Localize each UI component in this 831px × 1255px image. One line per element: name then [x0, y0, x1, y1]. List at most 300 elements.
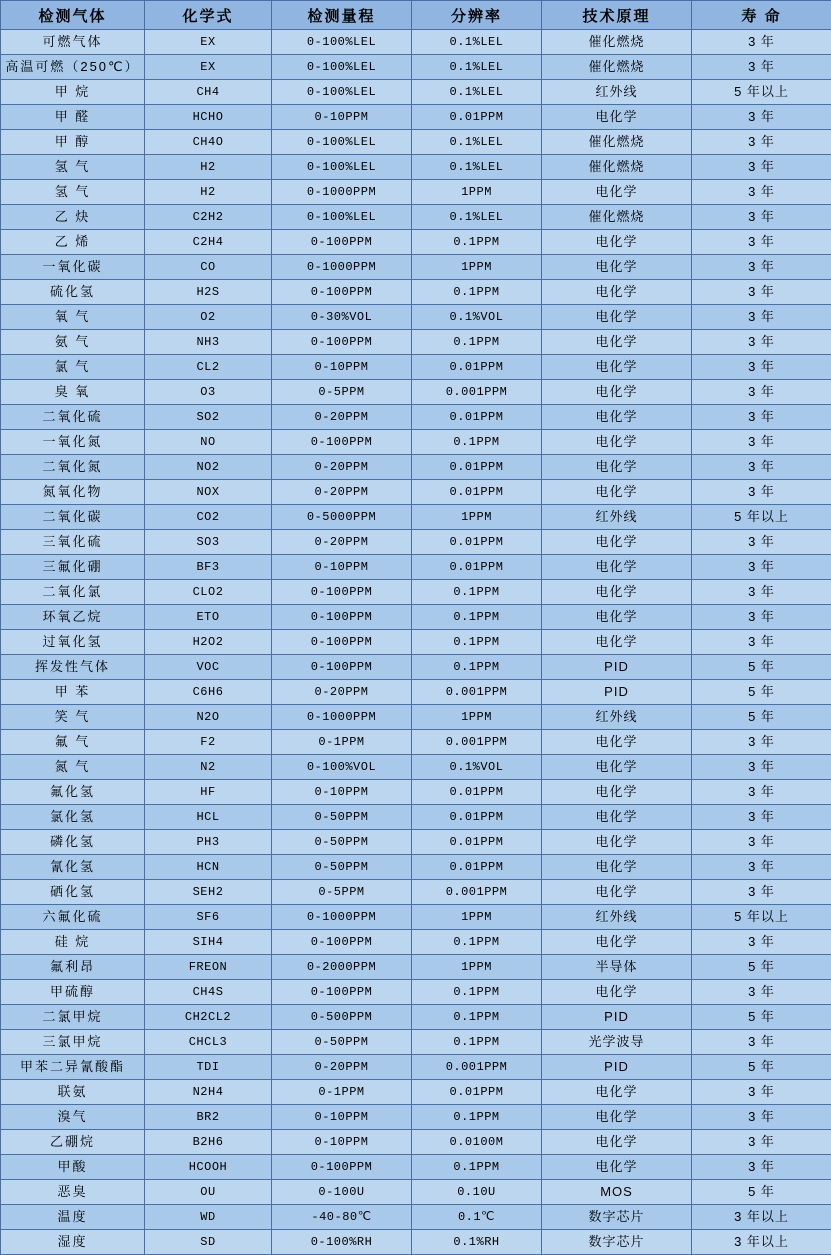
- cell-gas: 六氟化硫: [1, 905, 145, 930]
- cell-life: 3 年: [692, 305, 831, 330]
- cell-life: 3 年: [692, 405, 831, 430]
- cell-resolution: 0.10U: [412, 1180, 542, 1205]
- column-header-range: 检测量程: [272, 1, 412, 30]
- table-header: [1, 1, 831, 30]
- cell-life: 3 年: [692, 230, 831, 255]
- cell-range: 0-100%RH: [272, 1230, 412, 1255]
- cell-resolution: 0.001PPM: [412, 680, 542, 705]
- cell-gas: 笑 气: [1, 705, 145, 730]
- cell-principle: 电化学: [542, 230, 692, 255]
- cell-formula: HF: [145, 780, 272, 805]
- cell-resolution: 0.01PPM: [412, 455, 542, 480]
- table-row: [1, 180, 831, 205]
- cell-range: 0-1000PPM: [272, 705, 412, 730]
- cell-resolution: 0.1%LEL: [412, 130, 542, 155]
- cell-principle: 半导体: [542, 955, 692, 980]
- cell-range: 0-100PPM: [272, 605, 412, 630]
- cell-resolution: 0.001PPM: [412, 880, 542, 905]
- cell-formula: BF3: [145, 555, 272, 580]
- cell-resolution: 0.1%VOL: [412, 755, 542, 780]
- cell-gas: 恶臭: [1, 1180, 145, 1205]
- cell-life: 3 年: [692, 430, 831, 455]
- cell-principle: 数字芯片: [542, 1205, 692, 1230]
- cell-resolution: 0.1PPM: [412, 1155, 542, 1180]
- cell-life: 5 年: [692, 705, 831, 730]
- cell-gas: 可燃气体: [1, 30, 145, 55]
- cell-formula: VOC: [145, 655, 272, 680]
- cell-resolution: 0.1%LEL: [412, 30, 542, 55]
- cell-gas: 氟 气: [1, 730, 145, 755]
- table-row: [1, 530, 831, 555]
- cell-gas: 臭 氧: [1, 380, 145, 405]
- cell-principle: 电化学: [542, 1080, 692, 1105]
- cell-formula: SO2: [145, 405, 272, 430]
- table-row: [1, 730, 831, 755]
- cell-life: 3 年: [692, 380, 831, 405]
- table-row: [1, 555, 831, 580]
- cell-gas: 氧 气: [1, 305, 145, 330]
- cell-range: 0-20PPM: [272, 530, 412, 555]
- cell-principle: 红外线: [542, 705, 692, 730]
- cell-resolution: 0.001PPM: [412, 1055, 542, 1080]
- table-row: [1, 355, 831, 380]
- cell-life: 3 年: [692, 1155, 831, 1180]
- cell-range: 0-50PPM: [272, 830, 412, 855]
- table-row: [1, 455, 831, 480]
- table-row: [1, 55, 831, 80]
- table-row: [1, 655, 831, 680]
- table-row: [1, 1230, 831, 1255]
- cell-range: 0-100%LEL: [272, 155, 412, 180]
- cell-resolution: 0.1%RH: [412, 1230, 542, 1255]
- cell-principle: 电化学: [542, 280, 692, 305]
- cell-range: 0-100%LEL: [272, 205, 412, 230]
- cell-principle: 催化燃烧: [542, 30, 692, 55]
- cell-principle: 电化学: [542, 805, 692, 830]
- cell-gas: 氯化氢: [1, 805, 145, 830]
- table-row: [1, 155, 831, 180]
- cell-formula: HCL: [145, 805, 272, 830]
- cell-gas: 三氯甲烷: [1, 1030, 145, 1055]
- cell-gas: 过氧化氢: [1, 630, 145, 655]
- cell-range: -40-80℃: [272, 1205, 412, 1230]
- cell-range: 0-1000PPM: [272, 180, 412, 205]
- table-row: [1, 280, 831, 305]
- cell-gas: 高温可燃（250℃）: [1, 55, 145, 80]
- cell-formula: C2H4: [145, 230, 272, 255]
- cell-formula: O3: [145, 380, 272, 405]
- cell-range: 0-100PPM: [272, 980, 412, 1005]
- cell-gas: 乙 炔: [1, 205, 145, 230]
- table-row: [1, 880, 831, 905]
- cell-life: 3 年: [692, 555, 831, 580]
- cell-life: 3 年: [692, 1130, 831, 1155]
- cell-principle: 催化燃烧: [542, 155, 692, 180]
- table-row: [1, 780, 831, 805]
- cell-range: 0-100%LEL: [272, 80, 412, 105]
- cell-gas: 乙硼烷: [1, 1130, 145, 1155]
- cell-resolution: 0.1%LEL: [412, 155, 542, 180]
- cell-formula: EX: [145, 30, 272, 55]
- cell-principle: 电化学: [542, 405, 692, 430]
- table-row: [1, 1030, 831, 1055]
- cell-principle: 电化学: [542, 105, 692, 130]
- cell-gas: 氟利昂: [1, 955, 145, 980]
- cell-principle: 电化学: [542, 755, 692, 780]
- cell-gas: 三氟化硼: [1, 555, 145, 580]
- cell-formula: TDI: [145, 1055, 272, 1080]
- cell-gas: 二氧化硫: [1, 405, 145, 430]
- cell-gas: 氯 气: [1, 355, 145, 380]
- cell-formula: EX: [145, 55, 272, 80]
- cell-principle: 电化学: [542, 730, 692, 755]
- cell-life: 5 年: [692, 1055, 831, 1080]
- cell-principle: 电化学: [542, 630, 692, 655]
- table-row: [1, 1205, 831, 1230]
- cell-life: 3 年: [692, 980, 831, 1005]
- cell-formula: SEH2: [145, 880, 272, 905]
- cell-resolution: 0.1PPM: [412, 1005, 542, 1030]
- cell-formula: CHCL3: [145, 1030, 272, 1055]
- cell-principle: 电化学: [542, 480, 692, 505]
- cell-resolution: 0.01PPM: [412, 105, 542, 130]
- table-row: [1, 1105, 831, 1130]
- table-row: [1, 930, 831, 955]
- table-row: [1, 330, 831, 355]
- cell-resolution: 1PPM: [412, 255, 542, 280]
- cell-resolution: 0.01PPM: [412, 555, 542, 580]
- cell-gas: 氢 气: [1, 180, 145, 205]
- table-row: [1, 480, 831, 505]
- cell-principle: 电化学: [542, 530, 692, 555]
- cell-formula: NH3: [145, 330, 272, 355]
- cell-range: 0-20PPM: [272, 455, 412, 480]
- cell-life: 3 年: [692, 1080, 831, 1105]
- cell-gas: 硅 烷: [1, 930, 145, 955]
- cell-resolution: 0.1PPM: [412, 930, 542, 955]
- cell-formula: SO3: [145, 530, 272, 555]
- cell-life: 3 年: [692, 855, 831, 880]
- cell-resolution: 0.1PPM: [412, 980, 542, 1005]
- cell-life: 3 年以上: [692, 1230, 831, 1255]
- table-row: [1, 980, 831, 1005]
- cell-principle: 电化学: [542, 780, 692, 805]
- cell-gas: 乙 烯: [1, 230, 145, 255]
- cell-principle: 电化学: [542, 980, 692, 1005]
- cell-gas: 二氧化氮: [1, 455, 145, 480]
- cell-range: 0-100PPM: [272, 430, 412, 455]
- cell-life: 3 年: [692, 580, 831, 605]
- cell-principle: 电化学: [542, 930, 692, 955]
- table-row: [1, 430, 831, 455]
- cell-range: 0-100%LEL: [272, 55, 412, 80]
- cell-formula: PH3: [145, 830, 272, 855]
- table-row: [1, 305, 831, 330]
- cell-formula: SD: [145, 1230, 272, 1255]
- cell-life: 3 年: [692, 455, 831, 480]
- cell-gas: 氢 气: [1, 155, 145, 180]
- cell-resolution: 0.001PPM: [412, 730, 542, 755]
- cell-gas: 联氨: [1, 1080, 145, 1105]
- table-row: [1, 205, 831, 230]
- cell-range: 0-500PPM: [272, 1005, 412, 1030]
- cell-resolution: 0.1PPM: [412, 330, 542, 355]
- cell-resolution: 0.001PPM: [412, 380, 542, 405]
- cell-formula: CO2: [145, 505, 272, 530]
- cell-life: 3 年: [692, 880, 831, 905]
- table-row: [1, 505, 831, 530]
- cell-principle: MOS: [542, 1180, 692, 1205]
- cell-life: 3 年: [692, 205, 831, 230]
- cell-life: 5 年: [692, 655, 831, 680]
- cell-principle: 红外线: [542, 80, 692, 105]
- cell-resolution: 0.1PPM: [412, 580, 542, 605]
- cell-gas: 硫化氢: [1, 280, 145, 305]
- table-row: [1, 380, 831, 405]
- cell-life: 3 年: [692, 330, 831, 355]
- cell-resolution: 0.1%VOL: [412, 305, 542, 330]
- cell-life: 5 年: [692, 955, 831, 980]
- cell-formula: SIH4: [145, 930, 272, 955]
- cell-formula: H2: [145, 155, 272, 180]
- table-row: [1, 30, 831, 55]
- cell-formula: O2: [145, 305, 272, 330]
- cell-resolution: 0.01PPM: [412, 355, 542, 380]
- cell-range: 0-10PPM: [272, 355, 412, 380]
- cell-principle: 电化学: [542, 180, 692, 205]
- cell-range: 0-100PPM: [272, 655, 412, 680]
- cell-range: 0-100PPM: [272, 930, 412, 955]
- table-row: [1, 630, 831, 655]
- table-row: [1, 705, 831, 730]
- cell-resolution: 1PPM: [412, 505, 542, 530]
- cell-range: 0-50PPM: [272, 1030, 412, 1055]
- cell-formula: B2H6: [145, 1130, 272, 1155]
- cell-resolution: 0.1%LEL: [412, 205, 542, 230]
- cell-life: 3 年: [692, 280, 831, 305]
- cell-gas: 氨 气: [1, 330, 145, 355]
- cell-range: 0-50PPM: [272, 855, 412, 880]
- cell-principle: 电化学: [542, 330, 692, 355]
- table-row: [1, 955, 831, 980]
- cell-gas: 氮 气: [1, 755, 145, 780]
- cell-resolution: 0.01PPM: [412, 1080, 542, 1105]
- cell-principle: 电化学: [542, 255, 692, 280]
- cell-formula: HCN: [145, 855, 272, 880]
- cell-principle: 电化学: [542, 880, 692, 905]
- cell-range: 0-100PPM: [272, 280, 412, 305]
- cell-formula: H2O2: [145, 630, 272, 655]
- cell-life: 3 年: [692, 730, 831, 755]
- cell-gas: 甲 醛: [1, 105, 145, 130]
- table-row: [1, 1080, 831, 1105]
- cell-gas: 甲酸: [1, 1155, 145, 1180]
- cell-formula: H2S: [145, 280, 272, 305]
- cell-life: 3 年: [692, 355, 831, 380]
- cell-range: 0-100PPM: [272, 630, 412, 655]
- cell-gas: 湿度: [1, 1230, 145, 1255]
- cell-formula: N2H4: [145, 1080, 272, 1105]
- table-row: [1, 255, 831, 280]
- cell-formula: OU: [145, 1180, 272, 1205]
- cell-principle: 电化学: [542, 580, 692, 605]
- cell-resolution: 0.1PPM: [412, 630, 542, 655]
- cell-resolution: 0.0100M: [412, 1130, 542, 1155]
- cell-resolution: 0.01PPM: [412, 530, 542, 555]
- cell-life: 5 年以上: [692, 80, 831, 105]
- cell-principle: PID: [542, 1005, 692, 1030]
- cell-formula: CH4S: [145, 980, 272, 1005]
- cell-resolution: 0.01PPM: [412, 405, 542, 430]
- cell-life: 3 年: [692, 830, 831, 855]
- cell-life: 3 年: [692, 1105, 831, 1130]
- cell-range: 0-100PPM: [272, 1155, 412, 1180]
- cell-resolution: 0.1℃: [412, 1205, 542, 1230]
- cell-life: 3 年: [692, 255, 831, 280]
- cell-range: 0-5PPM: [272, 380, 412, 405]
- cell-resolution: 0.1PPM: [412, 1030, 542, 1055]
- table-row: [1, 755, 831, 780]
- cell-gas: 温度: [1, 1205, 145, 1230]
- cell-range: 0-1000PPM: [272, 905, 412, 930]
- cell-gas: 三氧化硫: [1, 530, 145, 555]
- cell-formula: H2: [145, 180, 272, 205]
- cell-formula: NOX: [145, 480, 272, 505]
- cell-range: 0-10PPM: [272, 105, 412, 130]
- cell-life: 5 年: [692, 1005, 831, 1030]
- cell-gas: 氰化氢: [1, 855, 145, 880]
- cell-formula: C2H2: [145, 205, 272, 230]
- cell-formula: SF6: [145, 905, 272, 930]
- cell-formula: F2: [145, 730, 272, 755]
- cell-gas: 甲 醇: [1, 130, 145, 155]
- cell-range: 0-100%VOL: [272, 755, 412, 780]
- cell-resolution: 0.1PPM: [412, 280, 542, 305]
- cell-gas: 二氧化碳: [1, 505, 145, 530]
- cell-life: 5 年: [692, 680, 831, 705]
- cell-formula: HCHO: [145, 105, 272, 130]
- table-header-row: [1, 1, 831, 30]
- cell-gas: 环氧乙烷: [1, 605, 145, 630]
- cell-principle: 电化学: [542, 355, 692, 380]
- cell-gas: 甲 苯: [1, 680, 145, 705]
- cell-life: 3 年: [692, 605, 831, 630]
- cell-range: 0-10PPM: [272, 1105, 412, 1130]
- cell-gas: 甲苯二异氰酸酯: [1, 1055, 145, 1080]
- cell-gas: 二氯甲烷: [1, 1005, 145, 1030]
- cell-principle: 电化学: [542, 605, 692, 630]
- cell-resolution: 0.1PPM: [412, 605, 542, 630]
- cell-life: 3 年以上: [692, 1205, 831, 1230]
- cell-resolution: 1PPM: [412, 705, 542, 730]
- cell-range: 0-100%LEL: [272, 130, 412, 155]
- cell-range: 0-20PPM: [272, 480, 412, 505]
- cell-life: 3 年: [692, 780, 831, 805]
- table-row: [1, 805, 831, 830]
- table-row: [1, 405, 831, 430]
- cell-life: 3 年: [692, 805, 831, 830]
- cell-life: 3 年: [692, 155, 831, 180]
- table-row: [1, 1005, 831, 1030]
- cell-gas: 甲硫醇: [1, 980, 145, 1005]
- cell-resolution: 0.1%LEL: [412, 80, 542, 105]
- cell-gas: 硒化氢: [1, 880, 145, 905]
- cell-range: 0-20PPM: [272, 405, 412, 430]
- cell-range: 0-100%LEL: [272, 30, 412, 55]
- cell-resolution: 0.01PPM: [412, 855, 542, 880]
- cell-formula: N2O: [145, 705, 272, 730]
- cell-principle: 电化学: [542, 830, 692, 855]
- cell-range: 0-100PPM: [272, 330, 412, 355]
- cell-life: 3 年: [692, 30, 831, 55]
- cell-range: 0-100PPM: [272, 580, 412, 605]
- cell-range: 0-1PPM: [272, 1080, 412, 1105]
- cell-range: 0-50PPM: [272, 805, 412, 830]
- cell-range: 0-10PPM: [272, 780, 412, 805]
- cell-resolution: 0.01PPM: [412, 805, 542, 830]
- cell-formula: CH2CL2: [145, 1005, 272, 1030]
- cell-resolution: 0.01PPM: [412, 830, 542, 855]
- cell-range: 0-1PPM: [272, 730, 412, 755]
- cell-resolution: 1PPM: [412, 955, 542, 980]
- column-header-gas: 检测气体: [1, 1, 145, 30]
- cell-principle: 电化学: [542, 1130, 692, 1155]
- table-row: [1, 105, 831, 130]
- cell-formula: NO2: [145, 455, 272, 480]
- cell-range: 0-100PPM: [272, 230, 412, 255]
- cell-principle: PID: [542, 1055, 692, 1080]
- table-row: [1, 905, 831, 930]
- cell-formula: CO: [145, 255, 272, 280]
- table-row: [1, 680, 831, 705]
- column-header-resolution: 分辨率: [412, 1, 542, 30]
- cell-gas: 溴气: [1, 1105, 145, 1130]
- table-row: [1, 1055, 831, 1080]
- cell-life: 5 年以上: [692, 905, 831, 930]
- cell-range: 0-5000PPM: [272, 505, 412, 530]
- cell-range: 0-10PPM: [272, 1130, 412, 1155]
- cell-principle: 电化学: [542, 1105, 692, 1130]
- cell-life: 3 年: [692, 1030, 831, 1055]
- cell-resolution: 1PPM: [412, 905, 542, 930]
- cell-range: 0-100U: [272, 1180, 412, 1205]
- cell-resolution: 0.1PPM: [412, 430, 542, 455]
- cell-gas: 磷化氢: [1, 830, 145, 855]
- cell-range: 0-10PPM: [272, 555, 412, 580]
- cell-gas: 二氧化氯: [1, 580, 145, 605]
- cell-range: 0-30%VOL: [272, 305, 412, 330]
- table-row: [1, 855, 831, 880]
- column-header-principle: 技术原理: [542, 1, 692, 30]
- table-row: [1, 230, 831, 255]
- cell-formula: N2: [145, 755, 272, 780]
- column-header-formula: 化学式: [145, 1, 272, 30]
- cell-resolution: 0.01PPM: [412, 780, 542, 805]
- cell-resolution: 0.1PPM: [412, 655, 542, 680]
- cell-resolution: 0.1PPM: [412, 1105, 542, 1130]
- cell-principle: 催化燃烧: [542, 130, 692, 155]
- cell-resolution: 0.1%LEL: [412, 55, 542, 80]
- table-body: [1, 30, 831, 1255]
- cell-life: 3 年: [692, 55, 831, 80]
- cell-principle: 电化学: [542, 305, 692, 330]
- cell-principle: 红外线: [542, 905, 692, 930]
- cell-life: 3 年: [692, 530, 831, 555]
- cell-life: 3 年: [692, 130, 831, 155]
- cell-gas: 一氧化碳: [1, 255, 145, 280]
- cell-gas: 氟化氢: [1, 780, 145, 805]
- cell-range: 0-20PPM: [272, 1055, 412, 1080]
